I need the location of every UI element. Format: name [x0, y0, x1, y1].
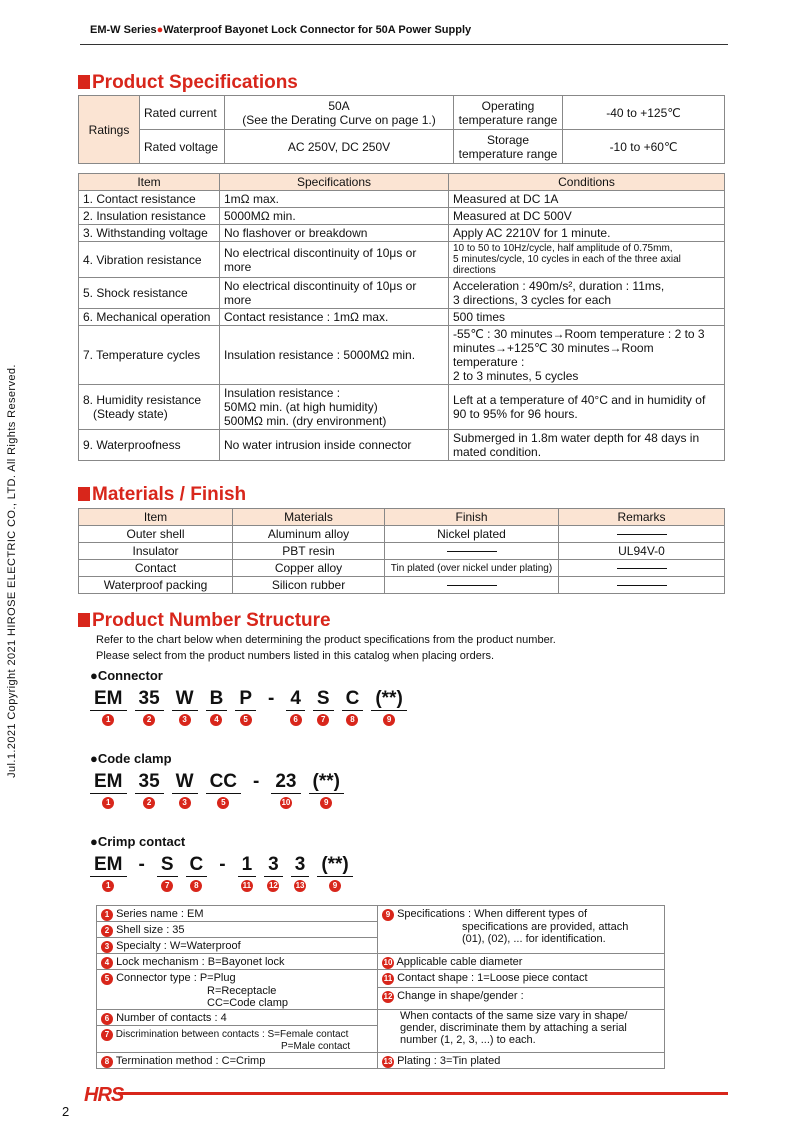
- legend-item: 11 Contact shape : 1=Loose piece contact 12 Change in shape/gender :: [378, 970, 665, 1010]
- hrs-logo: HRS: [84, 1084, 124, 1106]
- pn-segment: [264, 688, 278, 726]
- pn-number-badge: 3: [179, 714, 191, 726]
- pn-code: C: [342, 688, 364, 711]
- section-title-text: Materials / Finish: [92, 484, 247, 505]
- section-title-specs: [78, 72, 298, 94]
- series-name: EM-W Series: [90, 24, 157, 36]
- pn-number-badge: 12: [268, 881, 278, 890]
- rated-current-label: Rated current: [140, 96, 225, 130]
- pn-code: 3: [264, 854, 283, 877]
- materials-table: [78, 508, 725, 594]
- col-header-item: Item: [79, 174, 220, 191]
- dash-mark: [447, 551, 497, 552]
- operating-temp-label: Operating temperature range: [454, 96, 563, 130]
- pn-number-badge: 2: [143, 797, 155, 809]
- dash-mark: [617, 568, 667, 569]
- pn-number-badge: 1: [102, 714, 114, 726]
- code-clamp-label: ●Code clamp: [90, 751, 172, 766]
- pn-segment: [371, 688, 406, 726]
- ratings-label: Ratings: [79, 96, 140, 164]
- crimp-contact-pn: [90, 854, 361, 892]
- pn-segment: [206, 688, 228, 726]
- pn-segment: [135, 854, 149, 892]
- section-title-materials: [78, 484, 246, 506]
- section-title-text: Product Number Structure: [92, 610, 331, 631]
- pn-number-badge: 8: [346, 714, 358, 726]
- pn-number-badge: 13: [295, 881, 305, 890]
- legend-item: 2 Shell size : 35: [97, 922, 378, 938]
- pn-segment: [291, 854, 310, 892]
- pn-code: -: [268, 688, 275, 709]
- pn-number-badge: 9: [383, 714, 395, 726]
- pn-code: CC: [206, 771, 241, 794]
- pn-code: 35: [135, 771, 164, 794]
- pn-segment: [313, 688, 334, 726]
- rated-voltage-label: Rated voltage: [140, 130, 225, 164]
- header-subtitle: Waterproof Bayonet Lock Connector for 50A Power Supply: [163, 24, 472, 36]
- pn-code: EM: [90, 854, 127, 877]
- table-row: 1. Contact resistance 1mΩ max. Measured at DC 1A: [79, 191, 725, 208]
- pn-number-badge: 5: [240, 714, 252, 726]
- pn-code: -: [219, 854, 226, 875]
- legend-item: 3 Specialty : W=Waterproof: [97, 938, 378, 954]
- legend-item: 7 Discrimination between contacts : S=Female contact P=Male contact: [97, 1026, 378, 1053]
- square-icon: [78, 75, 90, 89]
- pn-number-badge: 11: [242, 881, 252, 890]
- pn-code: 4: [286, 688, 305, 711]
- pn-code: P: [235, 688, 256, 711]
- pn-code: EM: [90, 688, 127, 711]
- legend-item: 5 Connector type : P=Plug R=Receptacle CC=Code clamp: [97, 970, 378, 1010]
- rated-voltage-value: AC 250V, DC 250V: [225, 130, 454, 164]
- pn-segment: [238, 854, 257, 892]
- pn-code: C: [186, 854, 208, 877]
- table-row: Waterproof packing Silicon rubber: [79, 577, 725, 594]
- pn-number-badge: 4: [210, 714, 222, 726]
- ratings-table: [78, 95, 725, 164]
- pn-code: B: [206, 688, 228, 711]
- pn-code: 35: [135, 688, 164, 711]
- col-header-materials: Materials: [233, 509, 385, 526]
- pn-number-badge: 2: [143, 714, 155, 726]
- legend-item: When contacts of the same size vary in shape/ gender, discriminate them by attaching a serial number (1, 2, 3, ...) to each.: [378, 1010, 665, 1053]
- pn-segment: [135, 771, 164, 809]
- table-row: 8. Humidity resistance (Steady state) Insulation resistance : 50MΩ min. (at high humidity) 500MΩ min. (dry environment) Left at a temperature of 40°C and in humidity of 90 to 95% for 96 hours.: [79, 385, 725, 430]
- col-header-item: Item: [79, 509, 233, 526]
- pn-legend-table: [96, 905, 665, 1069]
- pn-number-badge: 9: [320, 797, 332, 809]
- pn-code: W: [172, 771, 198, 794]
- pn-code: W: [172, 688, 198, 711]
- dash-mark: [617, 534, 667, 535]
- pn-segment: [157, 854, 178, 892]
- pn-number-badge: 1: [102, 880, 114, 892]
- col-header-finish: Finish: [385, 509, 559, 526]
- storage-temp-label: Storage temperature range: [454, 130, 563, 164]
- connector-label: ●Connector: [90, 668, 163, 683]
- pn-segment: [309, 771, 344, 809]
- legend-item: 4 Lock mechanism : B=Bayonet lock: [97, 954, 378, 970]
- legend-item: 1 Series name : EM: [97, 906, 378, 922]
- pn-segment: [172, 688, 198, 726]
- square-icon: [78, 487, 90, 501]
- pn-intro: Refer to the chart below when determining the product specifications from the product number. Please select from the product numbers listed in this catalog when placing orders.: [96, 634, 556, 662]
- pn-number-badge: 5: [217, 797, 229, 809]
- pn-segment: [235, 688, 256, 726]
- header-title: [90, 24, 471, 36]
- pn-number-badge: 8: [190, 880, 202, 892]
- pn-segment: [90, 688, 127, 726]
- pn-segment: [271, 771, 300, 809]
- pn-code: (**): [317, 854, 352, 877]
- pn-segment: [90, 854, 127, 892]
- legend-item: 6 Number of contacts : 4: [97, 1010, 378, 1026]
- col-header-cond: Conditions: [449, 174, 725, 191]
- table-row: 4. Vibration resistance No electrical discontinuity of 10μs or more 10 to 50 to 10Hz/cycle, half amplitude of 0.75mm, 5 minutes/cycle, 10 cycles in each of the three axial directions: [79, 242, 725, 278]
- table-row: 7. Temperature cycles Insulation resistance : 5000MΩ min. -55℃ : 30 minutes→Room temperature : 2 to 3 minutes→+125℃ 30 minutes→Room temperature : 2 to 3 minutes, 5 cycles: [79, 326, 725, 385]
- table-row: 2. Insulation resistance 5000MΩ min. Measured at DC 500V: [79, 208, 725, 225]
- copyright-side-note: Jul.1.2021 Copyright 2021 HIROSE ELECTRIC CO., LTD. All Rights Reserved.: [6, 364, 18, 778]
- section-title-text: Product Specifications: [92, 72, 298, 93]
- pn-code: S: [157, 854, 178, 877]
- col-header-remarks: Remarks: [559, 509, 725, 526]
- legend-item: 10 Applicable cable diameter: [378, 954, 665, 970]
- table-row: 9. Waterproofness No water intrusion inside connector Submerged in 1.8m water depth for 48 days in mated condition.: [79, 430, 725, 461]
- rated-current-value: 50A (See the Derating Curve on page 1.): [225, 96, 454, 130]
- table-row: 3. Withstanding voltage No flashover or breakdown Apply AC 2210V for 1 minute.: [79, 225, 725, 242]
- dash-mark: [617, 585, 667, 586]
- pn-segment: [286, 688, 305, 726]
- bullet-dot-icon: ●: [156, 24, 164, 36]
- col-header-spec: Specifications: [220, 174, 449, 191]
- operating-temp-value: -40 to +125℃: [563, 96, 725, 130]
- legend-item: 9 Specifications : When different types of specifications are provided, attach (01), (02), ... for identification.: [378, 906, 665, 954]
- legend-item: 8 Termination method : C=Crimp: [97, 1053, 378, 1069]
- pn-code: (**): [309, 771, 344, 794]
- section-title-pn: [78, 610, 331, 632]
- table-row: Insulator PBT resin UL94V-0: [79, 543, 725, 560]
- specs-table: [78, 173, 725, 461]
- pn-number-badge: 7: [317, 714, 329, 726]
- connector-pn: [90, 688, 415, 726]
- pn-segment: [249, 771, 263, 809]
- pn-code: (**): [371, 688, 406, 711]
- pn-segment: [135, 688, 164, 726]
- pn-segment: [342, 688, 364, 726]
- pn-segment: [206, 771, 241, 809]
- pn-code: S: [313, 688, 334, 711]
- pn-number-badge: 9: [329, 880, 341, 892]
- pn-number-badge: 3: [179, 797, 191, 809]
- pn-number-badge: 7: [161, 880, 173, 892]
- pn-number-badge: 10: [281, 798, 291, 807]
- pn-code: 3: [291, 854, 310, 877]
- table-row: Outer shell Aluminum alloy Nickel plated: [79, 526, 725, 543]
- pn-segment: [317, 854, 352, 892]
- pn-code: 1: [238, 854, 257, 877]
- pn-number-badge: 1: [102, 797, 114, 809]
- square-icon: [78, 613, 90, 627]
- pn-number-badge: 6: [290, 714, 302, 726]
- crimp-contact-label: ●Crimp contact: [90, 834, 186, 849]
- pn-segment: [215, 854, 229, 892]
- pn-code: -: [138, 854, 145, 875]
- legend-item: 13 Plating : 3=Tin plated: [378, 1053, 665, 1069]
- pn-code: EM: [90, 771, 127, 794]
- table-row: Contact Copper alloy Tin plated (over nickel under plating): [79, 560, 725, 577]
- header-rule: [80, 44, 728, 45]
- storage-temp-value: -10 to +60℃: [563, 130, 725, 164]
- pn-segment: [186, 854, 208, 892]
- dash-mark: [447, 585, 497, 586]
- table-row: 5. Shock resistance No electrical discontinuity of 10μs or more Acceleration : 490m/s², duration : 11ms, 3 directions, 3 cycles for each: [79, 278, 725, 309]
- pn-code: 23: [271, 771, 300, 794]
- pn-segment: [172, 771, 198, 809]
- table-row: 6. Mechanical operation Contact resistance : 1mΩ max. 500 times: [79, 309, 725, 326]
- pn-code: -: [253, 771, 260, 792]
- pn-segment: [90, 771, 127, 809]
- footer-rule: [118, 1092, 728, 1095]
- code-clamp-pn: [90, 771, 352, 809]
- page-number: 2: [62, 1104, 70, 1119]
- pn-segment: [264, 854, 283, 892]
